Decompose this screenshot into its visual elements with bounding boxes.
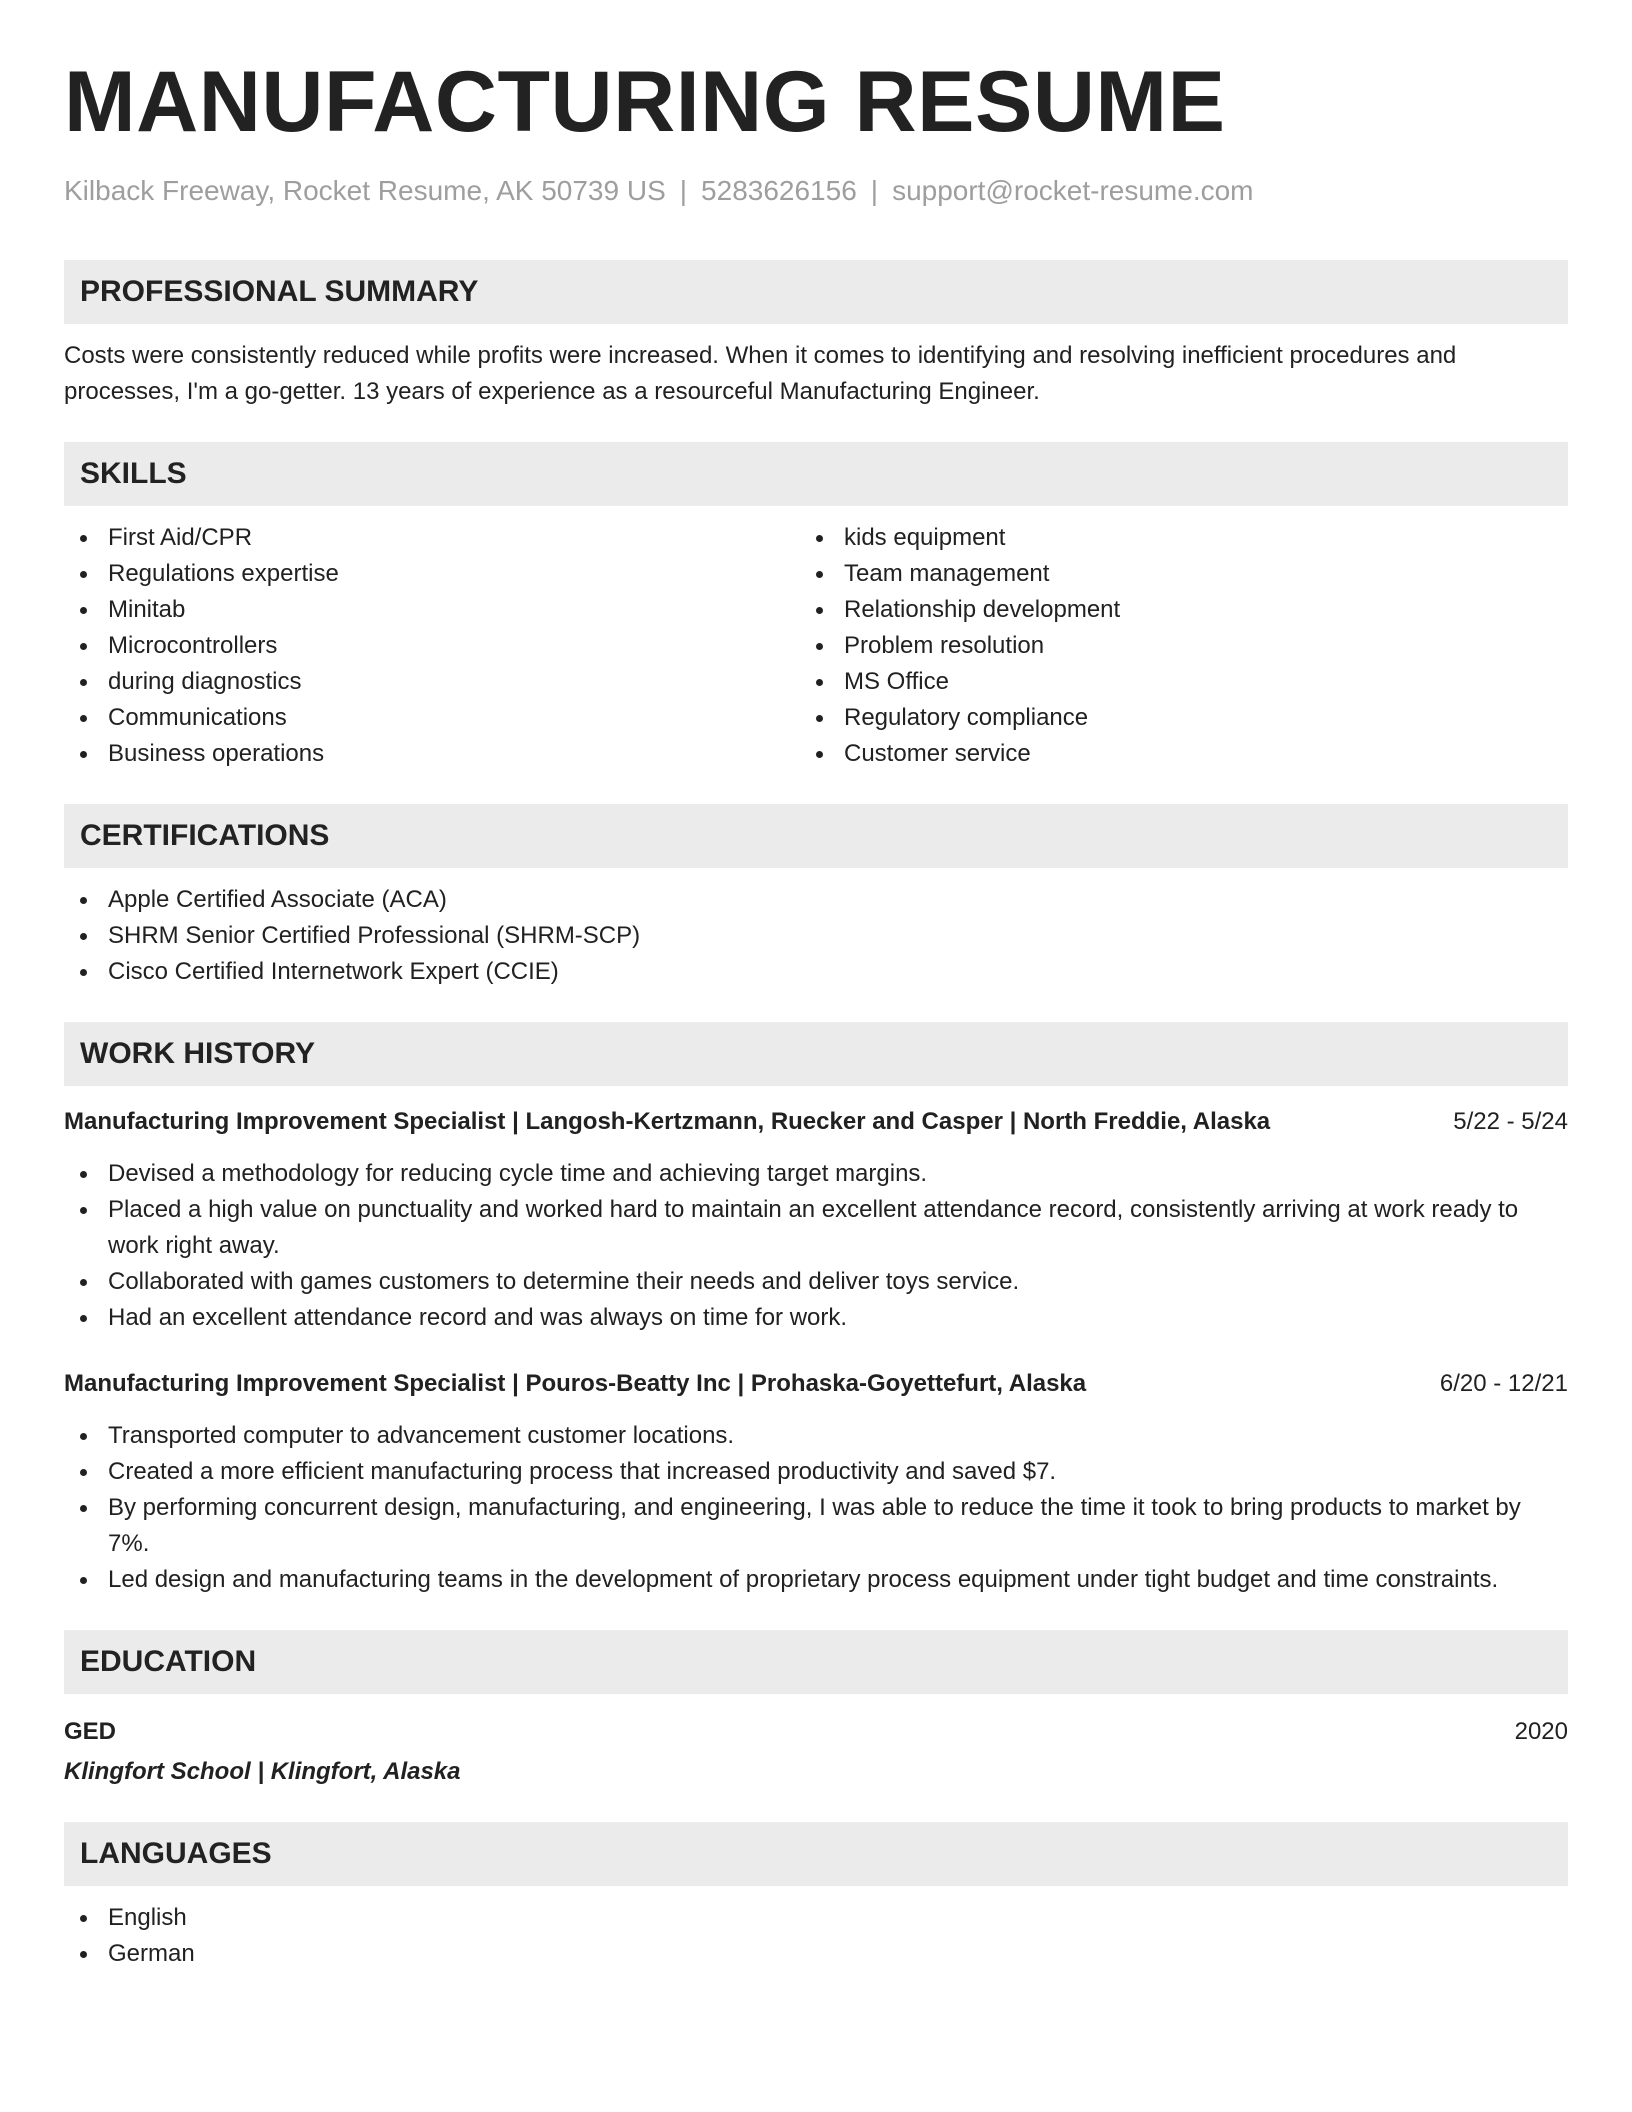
skill-item: kids equipment: [800, 520, 1536, 556]
job-dates: 6/20 - 12/21: [1439, 1370, 1568, 1397]
language-item: English: [64, 1900, 1568, 1936]
education-year: 2020: [1514, 1718, 1568, 1745]
bullet-dot: [80, 751, 87, 758]
job-bullet: Collaborated with games customers to determine their needs and deliver toys service.: [64, 1264, 1568, 1300]
skill-item: Team management: [800, 556, 1536, 592]
certification-item: Apple Certified Associate (ACA): [64, 882, 1568, 918]
education-header: [64, 1714, 1568, 1750]
certifications-list: [64, 882, 1568, 990]
education-heading: EDUCATION: [64, 1630, 1568, 1694]
bullet-dot: [80, 1915, 87, 1922]
job-bullet: Led design and manufacturing teams in the development of proprietary process equipment under tight budget and time constraints.: [64, 1562, 1568, 1598]
skills-grid: [64, 520, 1568, 772]
skill-item: Communications: [64, 700, 800, 736]
job-bullet: Created a more efficient manufacturing process that increased productivity and saved $7.: [64, 1454, 1568, 1490]
skill-item: Minitab: [64, 592, 800, 628]
skill-item: Microcontrollers: [64, 628, 800, 664]
skill-item: Business operations: [64, 736, 800, 772]
bullet-dot: [80, 607, 87, 614]
summary-section: [64, 260, 1568, 410]
bullet-dot: [816, 679, 823, 686]
bullet-dot: [80, 969, 87, 976]
bullet-dot: [80, 1207, 87, 1214]
certification-item: SHRM Senior Certified Professional (SHRM-SCP): [64, 918, 1568, 954]
work-history-heading: WORK HISTORY: [64, 1022, 1568, 1086]
certifications-section: [64, 804, 1568, 990]
summary-heading: PROFESSIONAL SUMMARY: [64, 260, 1568, 324]
bullet-dot: [80, 571, 87, 578]
work-history-section: [64, 1022, 1568, 1598]
job-title: Manufacturing Improvement Specialist | Pouros-Beatty Inc | Prohaska-Goyettefurt, Alaska: [64, 1370, 1087, 1397]
bullet-dot: [80, 1433, 87, 1440]
job-bullets: [64, 1156, 1568, 1336]
contact-email: support@rocket-resume.com: [892, 175, 1254, 206]
contact-address: Kilback Freeway, Rocket Resume, AK 50739 US: [64, 175, 666, 206]
languages-section: [64, 1822, 1568, 1972]
skill-item: during diagnostics: [64, 664, 800, 700]
education-school: Klingfort School | Klingfort, Alaska: [64, 1758, 461, 1785]
bullet-dot: [80, 897, 87, 904]
bullet-dot: [80, 1951, 87, 1958]
bullet-dot: [816, 607, 823, 614]
languages-list: [64, 1900, 1568, 1972]
skills-heading: SKILLS: [64, 442, 1568, 506]
job-bullet: By performing concurrent design, manufacturing, and engineering, I was able to reduce the time it took to bring products to market by 7%.: [64, 1490, 1568, 1562]
skill-item: Regulations expertise: [64, 556, 800, 592]
bullet-dot: [80, 1171, 87, 1178]
job-bullet: Placed a high value on punctuality and worked hard to maintain an excellent attendance record, consistently arriving at work ready to work right away.: [64, 1192, 1568, 1264]
bullet-dot: [80, 535, 87, 542]
bullet-dot: [80, 1577, 87, 1584]
contact-phone: 5283626156: [701, 175, 857, 206]
job-header: [64, 1104, 1568, 1140]
bullet-dot: [80, 643, 87, 650]
bullet-dot: [816, 571, 823, 578]
bullet-dot: [80, 1279, 87, 1286]
job-dates: 5/22 - 5/24: [1453, 1108, 1568, 1135]
skills-section: [64, 442, 1568, 772]
bullet-dot: [80, 1505, 87, 1512]
job-bullet: Devised a methodology for reducing cycle time and achieving target margins.: [64, 1156, 1568, 1192]
skill-item: Customer service: [800, 736, 1536, 772]
skill-item: MS Office: [800, 664, 1536, 700]
skill-item: Relationship development: [800, 592, 1536, 628]
certification-item: Cisco Certified Internetwork Expert (CCIE): [64, 954, 1568, 990]
languages-heading: LANGUAGES: [64, 1822, 1568, 1886]
contact-separator: |: [679, 175, 688, 206]
contact-separator: |: [870, 175, 879, 206]
language-item: German: [64, 1936, 1568, 1972]
education-section: [64, 1630, 1568, 1790]
skills-left-list: [64, 520, 800, 772]
bullet-dot: [80, 679, 87, 686]
bullet-dot: [816, 643, 823, 650]
bullet-dot: [80, 715, 87, 722]
job-bullet: Had an excellent attendance record and was always on time for work.: [64, 1300, 1568, 1336]
bullet-dot: [816, 751, 823, 758]
job-header: [64, 1366, 1568, 1402]
skills-right-list: [800, 520, 1536, 772]
bullet-dot: [80, 933, 87, 940]
job-bullet: Transported computer to advancement customer locations.: [64, 1418, 1568, 1454]
bullet-dot: [816, 535, 823, 542]
skill-item: First Aid/CPR: [64, 520, 800, 556]
bullet-dot: [80, 1315, 87, 1322]
skill-item: Problem resolution: [800, 628, 1536, 664]
job-bullets: [64, 1418, 1568, 1598]
bullet-dot: [80, 1469, 87, 1476]
certifications-heading: CERTIFICATIONS: [64, 804, 1568, 868]
skill-item: Regulatory compliance: [800, 700, 1536, 736]
summary-text: Costs were consistently reduced while profits were increased. When it comes to identifying and resolving inefficient procedures and processes, I'm a go-getter. 13 years of experience as a resourceful Manufacturing Engineer.: [64, 342, 1457, 405]
job-title: Manufacturing Improvement Specialist | Langosh-Kertzmann, Ruecker and Casper | North Freddie, Alaska: [64, 1108, 1271, 1135]
resume-name: MANUFACTURING RESUME: [64, 54, 1226, 150]
bullet-dot: [816, 715, 823, 722]
contact-line: [64, 172, 1568, 210]
education-degree: GED: [64, 1718, 117, 1745]
